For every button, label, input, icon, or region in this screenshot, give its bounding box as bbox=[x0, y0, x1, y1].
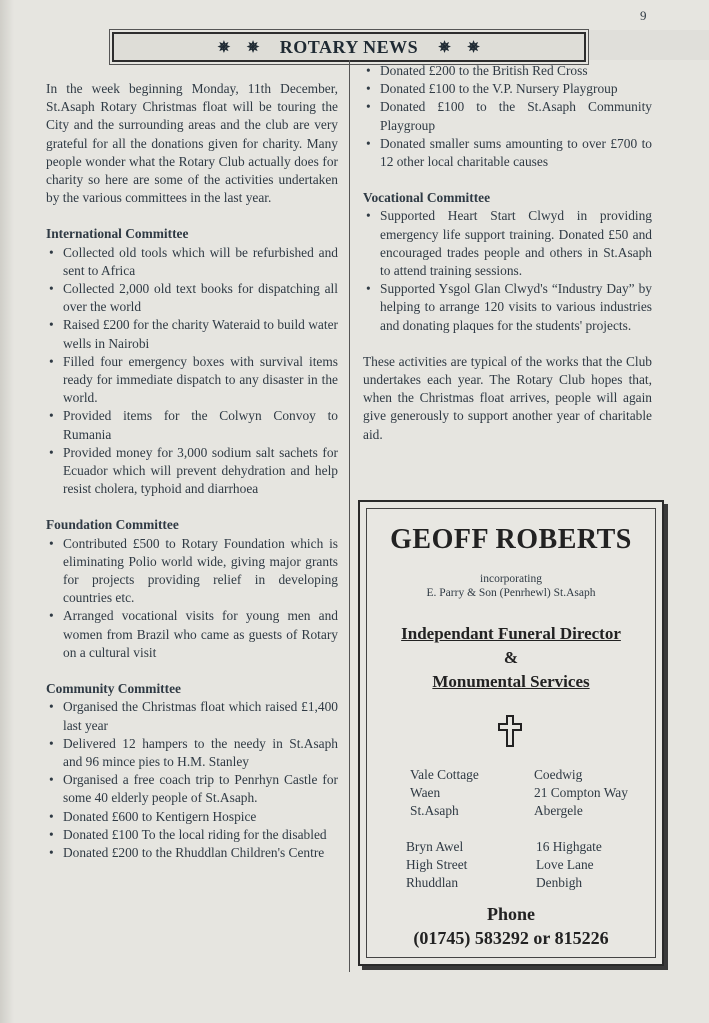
phone-numbers: (01745) 583292 or 815226 bbox=[413, 928, 609, 948]
page-number: 9 bbox=[640, 8, 647, 23]
community-heading: Community Committee bbox=[46, 681, 181, 697]
list-item: • Collected old tools which will be refurbished and sent to Africa bbox=[46, 244, 338, 280]
cog-ornament-icon: ✵ bbox=[467, 39, 481, 56]
incorporated-company: E. Parry & Son (Penrhewl) St.Asaph bbox=[426, 587, 596, 599]
advert-services bbox=[360, 622, 662, 694]
address-denbigh: 16 Highgate Love Lane Denbigh bbox=[536, 839, 602, 890]
cog-ornament-icon: ✵ bbox=[217, 39, 231, 56]
list-item: • Collected 2,000 old text books for dispatching all over the world bbox=[46, 280, 338, 316]
cross-icon bbox=[497, 714, 523, 748]
list-item: • Donated smaller sums amounting to over £700 to 12 other local charitable causes bbox=[363, 135, 652, 171]
vocational-heading: Vocational Committee bbox=[363, 190, 491, 206]
incorporating-label: incorporating bbox=[480, 573, 542, 585]
community-list-continued bbox=[363, 62, 652, 171]
list-item: • Raised £200 for the charity Wateraid to build water wells in Nairobi bbox=[46, 316, 338, 352]
service-funeral-director: Independant Funeral Director bbox=[401, 624, 621, 643]
list-item: • Organised the Christmas float which raised £1,400 last year bbox=[46, 698, 338, 734]
list-item: • Donated £100 To the local riding for the disabled bbox=[46, 826, 338, 844]
column-divider bbox=[349, 60, 350, 972]
international-list bbox=[46, 244, 338, 499]
rotary-news-banner bbox=[112, 32, 586, 62]
list-item: • Supported Ysgol Glan Clwyd's “Industry Day” by helping to arrange 120 visits to various industries and donating plaques for the students' projects. bbox=[363, 280, 652, 335]
address-st-asaph: Vale Cottage Waen St.Asaph bbox=[410, 767, 479, 818]
phone-label: Phone bbox=[486, 904, 535, 924]
list-item: • Donated £200 to the Rhuddlan Children's Centre bbox=[46, 844, 338, 862]
list-item: • Provided items for the Colwyn Convoy to Rumania bbox=[46, 407, 338, 443]
address-rhuddlan: Bryn Awel High Street Rhuddlan bbox=[406, 839, 468, 890]
vocational-list bbox=[363, 207, 652, 334]
service-ampersand: & bbox=[503, 648, 519, 667]
list-item: • Arranged vocational visits for young men and women from Brazil who came as guests of Rotary on a cultural visit bbox=[46, 607, 338, 662]
list-item: • Organised a free coach trip to Penrhyn Castle for some 40 elderly people of St.Asaph. bbox=[46, 771, 338, 807]
list-item: • Donated £200 to the British Red Cross bbox=[363, 62, 652, 80]
banner-shadow bbox=[585, 30, 709, 60]
right-column bbox=[363, 62, 652, 444]
list-item: • Donated £100 to the V.P. Nursery Playgroup bbox=[363, 80, 652, 98]
list-item: • Delivered 12 hampers to the needy in St.Asaph and 96 mince pies to H.M. Stanley bbox=[46, 735, 338, 771]
address-abergele: Coedwig 21 Compton Way Abergele bbox=[534, 767, 628, 818]
funeral-director-advert bbox=[358, 500, 664, 966]
list-item: • Contributed £500 to Rotary Foundation which is eliminating Polio world wide, giving major grants for projects providing relief in developing countries etc. bbox=[46, 535, 338, 608]
list-item: • Donated £600 to Kentigern Hospice bbox=[46, 808, 338, 826]
advert-incorporating bbox=[360, 572, 662, 600]
advert-business-name: GEOFF ROBERTS bbox=[390, 524, 632, 555]
cog-ornament-icon: ✵ bbox=[438, 39, 452, 56]
service-monumental: Monumental Services bbox=[432, 672, 590, 691]
left-column bbox=[46, 80, 338, 862]
banner-title: ROTARY NEWS bbox=[279, 36, 419, 57]
list-item: • Donated £100 to the St.Asaph Community Playgroup bbox=[363, 98, 652, 134]
list-item: • Filled four emergency boxes with survival items ready for immediate dispatch to any disaster in the world. bbox=[46, 353, 338, 408]
community-list bbox=[46, 698, 338, 862]
closing-paragraph: These activities are typical of the works that the Club undertakes each year. The Rotary Club hopes that, when the Christmas float arrives, people will again give generously to support another year of charitable aid. bbox=[363, 353, 652, 442]
foundation-heading: Foundation Committee bbox=[46, 517, 179, 533]
list-item: • Supported Heart Start Clwyd in providing emergency life support training. Donated £50 and encouraged trades people and others in St.Asaph to attend training sessions. bbox=[363, 207, 652, 280]
page-edge bbox=[0, 0, 14, 1023]
cog-ornament-icon: ✵ bbox=[246, 39, 260, 56]
foundation-list bbox=[46, 535, 338, 662]
list-item: • Provided money for 3,000 sodium salt sachets for Ecuador which will prevent dehydration and help resist cholera, typhoid and diarrhoea bbox=[46, 444, 338, 499]
advert-phone bbox=[360, 902, 662, 950]
international-heading: International Committee bbox=[46, 226, 189, 242]
intro-paragraph: In the week beginning Monday, 11th December, St.Asaph Rotary Christmas float will be touring the City and the surrounding areas and the club are very grateful for all the donations given for charity. Many people wonder what the Rotary Club actually does for charity so here are some of the activities undertaken by the various committees in the last year. bbox=[46, 81, 338, 206]
